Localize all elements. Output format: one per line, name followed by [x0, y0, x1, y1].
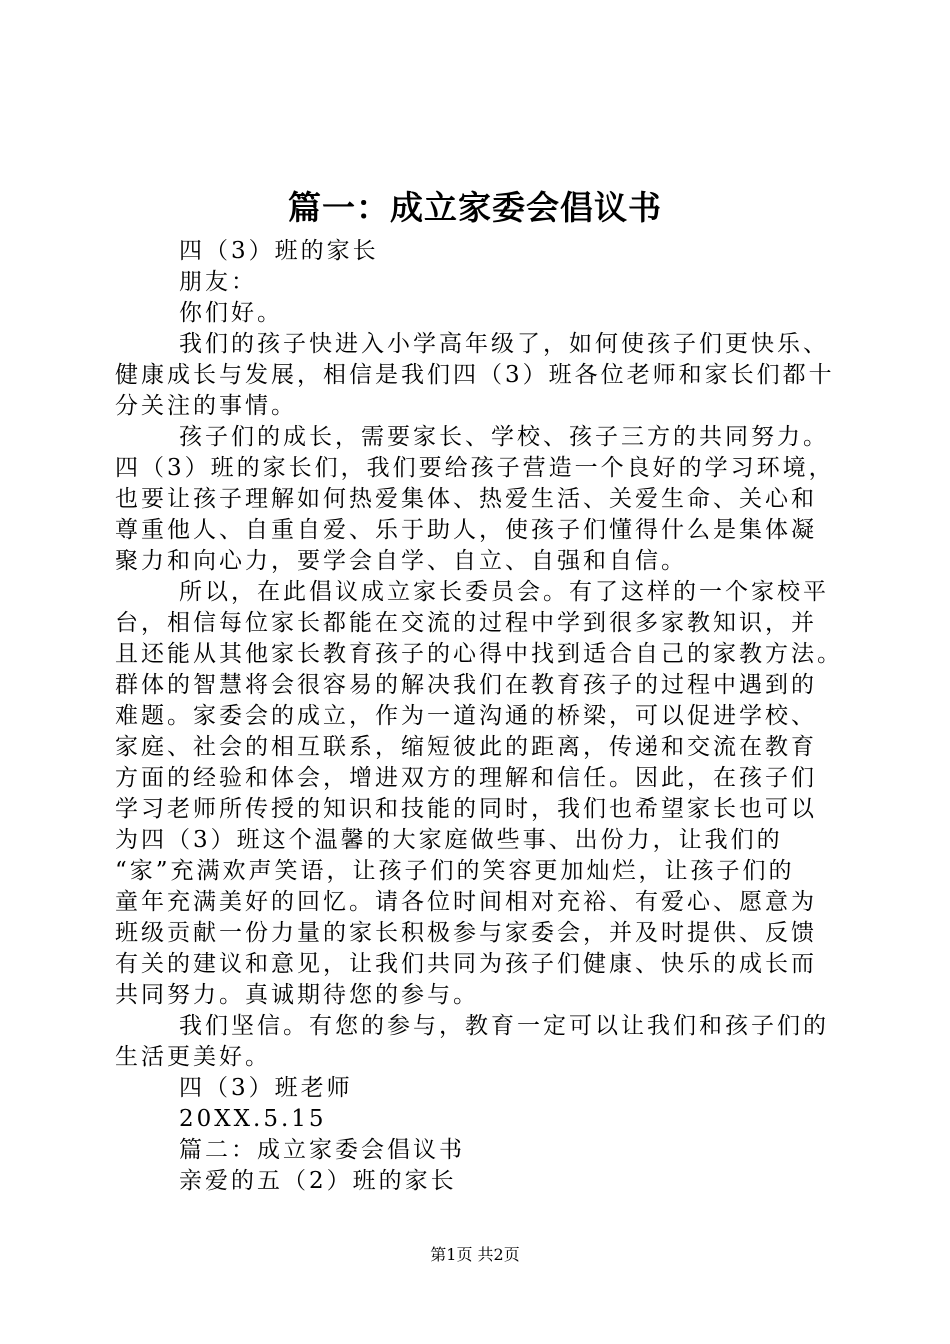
body-line: 我们的孩子快进入小学高年级了，如何使孩子们更快乐、: [179, 331, 829, 357]
body-line: 篇二：成立家委会倡议书: [179, 1137, 465, 1163]
body-line: 分关注的事情。: [115, 393, 297, 419]
body-line: “家”充满欢声笑语，让孩子们的笑容更加灿烂，让孩子们的: [115, 858, 795, 884]
body-line: 所以，在此倡议成立家长委员会。有了这样的一个家校平: [179, 579, 829, 605]
body-line: 孩子们的成长，需要家长、学校、孩子三方的共同努力。: [179, 424, 829, 450]
body-line: 方面的经验和体会，增进双方的理解和信任。因此，在孩子们: [115, 765, 817, 791]
body-line: 有关的建议和意见，让我们共同为孩子们健康、快乐的成长而: [115, 951, 817, 977]
body-line: 难题。家委会的成立，作为一道沟通的桥梁，可以促进学校、: [115, 703, 817, 729]
body-line: 四（3）班的家长们，我们要给孩子营造一个良好的学习环境，: [115, 455, 835, 481]
body-line: 20XX.5.15: [179, 1106, 327, 1132]
body-line: 童年充满美好的回忆。请各位时间相对充裕、有爱心、愿意为: [115, 889, 817, 915]
body-line: 学习老师所传授的知识和技能的同时，我们也希望家长也可以: [115, 796, 817, 822]
body-line: 为四（3）班这个温馨的大家庭做些事、出份力，让我们的: [115, 827, 783, 853]
document-body: [115, 236, 843, 1197]
document-title: 篇一：成立家委会倡议书: [288, 188, 662, 227]
body-line: 且还能从其他家长教育孩子的心得中找到适合自己的家教方法。: [115, 641, 843, 667]
body-line: 我们坚信。有您的参与，教育一定可以让我们和孩子们的: [179, 1013, 829, 1039]
page-footer: 第1页 共2页: [430, 1245, 520, 1264]
body-line: 班级贡献一份力量的家长积极参与家委会，并及时提供、反馈: [115, 920, 817, 946]
body-line: 健康成长与发展，相信是我们四（3）班各位老师和家长们都十: [115, 362, 835, 388]
body-line: 四（3）班老师: [179, 1075, 353, 1101]
body-line: 尊重他人、自重自爱、乐于助人，使孩子们懂得什么是集体凝: [115, 517, 817, 543]
body-line: 亲爱的五（2）班的家长: [179, 1168, 457, 1194]
body-line: 朋友：: [179, 269, 257, 295]
body-line: 家庭、社会的相互联系，缩短彼此的距离，传递和交流在教育: [115, 734, 817, 760]
body-line: 生活更美好。: [115, 1044, 271, 1070]
body-line: 聚力和向心力，要学会自学、自立、自强和自信。: [115, 548, 687, 574]
body-line: 四（3）班的家长: [179, 238, 379, 264]
body-line: 共同努力。真诚期待您的参与。: [115, 982, 479, 1008]
body-line: 也要让孩子理解如何热爱集体、热爱生活、关爱生命、关心和: [115, 486, 817, 512]
body-line: 你们好。: [179, 300, 283, 326]
body-line: 群体的智慧将会很容易的解决我们在教育孩子的过程中遇到的: [115, 672, 817, 698]
body-line: 台，相信每位家长都能在交流的过程中学到很多家教知识，并: [115, 610, 817, 636]
